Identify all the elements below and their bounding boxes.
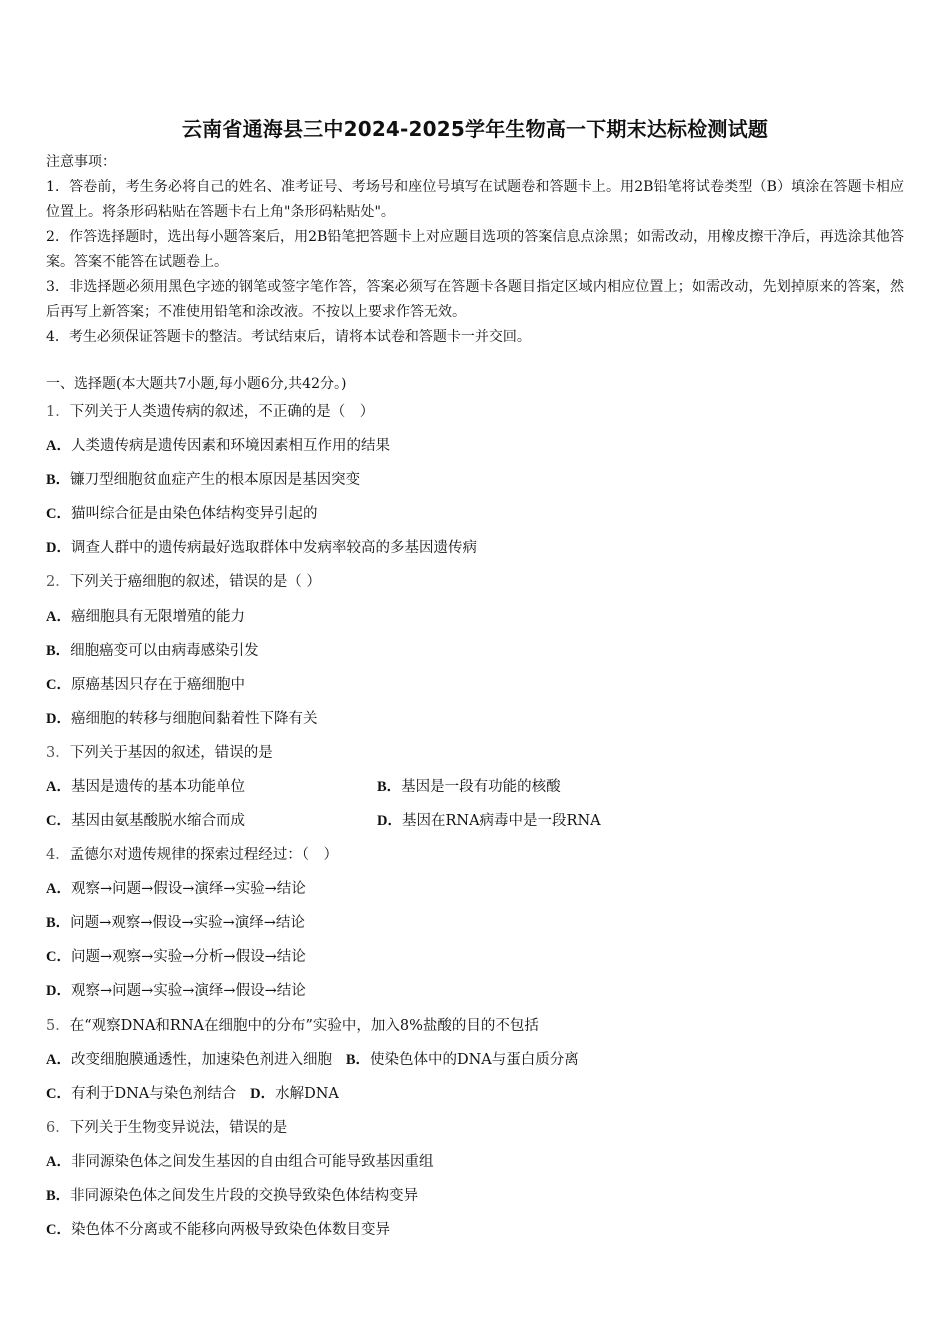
q2-option-a bbox=[46, 605, 245, 626]
option-text: 观察→问题→实验→演绎→假设→结论 bbox=[70, 983, 306, 999]
note-item: 4．考生必须保证答题卡的整洁。考试结束后，请将本试卷和答题卡一并交回。 bbox=[46, 329, 531, 345]
q1-option-d bbox=[46, 536, 477, 557]
option-text: 问题→观察→实验→分析→假设→结论 bbox=[70, 949, 306, 965]
option-label: A． bbox=[46, 779, 71, 795]
question-number: 4． bbox=[46, 847, 70, 863]
question-text: 下列关于基因的叙述，错误的是 bbox=[69, 745, 273, 761]
option-text: 人类遗传病是遗传因素和环境因素相互作用的结果 bbox=[70, 438, 390, 454]
q1-option-a bbox=[46, 434, 390, 455]
option-label: C． bbox=[46, 1086, 71, 1102]
option-text: 基因在RNA病毒中是一段RNA bbox=[401, 813, 601, 829]
option-label: C． bbox=[46, 949, 71, 965]
option-text: 基因是一段有功能的核酸 bbox=[401, 779, 561, 795]
option-text: 癌细胞的转移与细胞间黏着性下降有关 bbox=[70, 711, 318, 727]
option-label: A． bbox=[46, 438, 71, 454]
question-1 bbox=[46, 400, 374, 421]
option-text: 基因由氨基酸脱水缩合而成 bbox=[70, 813, 245, 829]
option-text: 癌细胞具有无限增殖的能力 bbox=[70, 609, 245, 625]
question-text: 下列关于生物变异说法，错误的是 bbox=[69, 1120, 288, 1136]
option-label: B． bbox=[46, 1188, 71, 1204]
note-item: 1．答卷前，考生务必将自己的姓名、准考证号、考场号和座位号填写在试题卷和答题卡上。用2B铅笔将试卷类型（B）填涂在答题卡相应位置上。将条形码粘贴在答题卡右上角"条形码粘贴处"。 bbox=[46, 179, 904, 220]
question-5 bbox=[46, 1014, 539, 1035]
q3-option-b bbox=[377, 775, 561, 796]
option-text: 染色体不分离或不能移向两极导致染色体数目变异 bbox=[70, 1222, 390, 1238]
option-text: 水解DNA bbox=[275, 1086, 339, 1102]
option-text: 改变细胞膜通透性，加速染色剂进入细胞 bbox=[70, 1052, 332, 1068]
option-label: C． bbox=[46, 813, 71, 829]
q4-option-b bbox=[46, 911, 305, 932]
q2-option-d bbox=[46, 707, 317, 728]
option-label: D． bbox=[377, 813, 402, 829]
question-number: 2． bbox=[46, 574, 70, 590]
option-text: 非同源染色体之间发生基因的自由组合可能导致基因重组 bbox=[70, 1154, 434, 1170]
option-label: C． bbox=[46, 677, 71, 693]
option-label: D． bbox=[46, 540, 71, 556]
q3-option-d bbox=[377, 809, 601, 830]
question-3 bbox=[46, 741, 273, 762]
question-number: 5． bbox=[46, 1018, 70, 1034]
q1-option-c bbox=[46, 502, 317, 523]
q5-options-row-2 bbox=[46, 1082, 339, 1103]
option-text: 使染色体中的DNA与蛋白质分离 bbox=[369, 1052, 579, 1068]
section-heading: 一、选择题(本大题共7小题,每小题6分,共42分。) bbox=[46, 376, 347, 392]
option-label: A． bbox=[46, 1154, 71, 1170]
option-text: 猫叫综合征是由染色体结构变异引起的 bbox=[70, 506, 318, 522]
q6-option-a bbox=[46, 1150, 433, 1171]
option-label: B． bbox=[345, 1052, 370, 1068]
question-4 bbox=[46, 843, 338, 864]
question-text: 下列关于人类遗传病的叙述，不正确的是（ ） bbox=[69, 404, 375, 420]
notes-heading: 注意事项： bbox=[46, 154, 116, 170]
q1-option-b bbox=[46, 468, 360, 489]
question-6 bbox=[46, 1116, 287, 1137]
option-label: D． bbox=[46, 983, 71, 999]
option-label: A． bbox=[46, 1052, 71, 1068]
option-label: B． bbox=[46, 472, 71, 488]
q3-option-c bbox=[46, 809, 245, 830]
option-text: 原癌基因只存在于癌细胞中 bbox=[70, 677, 245, 693]
option-text: 有利于DNA与染色剂结合 bbox=[70, 1086, 237, 1102]
option-label: B． bbox=[46, 643, 71, 659]
option-text: 问题→观察→假设→实验→演绎→结论 bbox=[70, 915, 305, 931]
option-text: 调查人群中的遗传病最好选取群体中发病率较高的多基因遗传病 bbox=[70, 540, 477, 556]
note-item: 3．非选择题必须用黑色字迹的钢笔或签字笔作答，答案必须写在答题卡各题目指定区域内相应位置上；如需改动，先划掉原来的答案，然后再写上新答案；不准使用铅笔和涂改液。不按以上要求作答无效。 bbox=[46, 279, 904, 320]
q6-option-b bbox=[46, 1184, 418, 1205]
q4-option-a bbox=[46, 877, 306, 898]
q3-options-row-1 bbox=[46, 775, 245, 796]
option-text: 细胞癌变可以由病毒感染引发 bbox=[70, 643, 259, 659]
option-label: B． bbox=[377, 779, 402, 795]
question-2 bbox=[46, 570, 321, 591]
option-label: C． bbox=[46, 1222, 71, 1238]
q2-option-b bbox=[46, 639, 259, 660]
option-label: C． bbox=[46, 506, 71, 522]
page-title: 云南省通海县三中2024-2025学年生物高一下期末达标检测试题 bbox=[181, 117, 769, 141]
q4-option-c bbox=[46, 945, 306, 966]
q2-option-c bbox=[46, 673, 245, 694]
option-text: 镰刀型细胞贫血症产生的根本原因是基因突变 bbox=[70, 472, 361, 488]
option-text: 基因是遗传的基本功能单位 bbox=[70, 779, 245, 795]
option-text: 非同源染色体之间发生片段的交换导致染色体结构变异 bbox=[70, 1188, 419, 1204]
option-label: A． bbox=[46, 881, 71, 897]
question-text: 下列关于癌细胞的叙述，错误的是（ ） bbox=[69, 574, 321, 590]
q6-option-c bbox=[46, 1218, 390, 1239]
question-text: 在“观察DNA和RNA在细胞中的分布”实验中，加入8%盐酸的目的不包括 bbox=[69, 1018, 539, 1034]
question-number: 3． bbox=[46, 745, 70, 761]
option-label: A． bbox=[46, 609, 71, 625]
question-number: 1． bbox=[46, 404, 70, 420]
option-text: 观察→问题→假设→演绎→实验→结论 bbox=[70, 881, 306, 897]
question-number: 6． bbox=[46, 1120, 70, 1136]
q5-options-row-1 bbox=[46, 1048, 579, 1069]
note-item: 2．作答选择题时，选出每小题答案后，用2B铅笔把答题卡上对应题目选项的答案信息点涂黑；如需改动，用橡皮擦干净后，再选涂其他答案。答案不能答在试题卷上。 bbox=[46, 229, 904, 270]
option-label: D． bbox=[46, 711, 71, 727]
q4-option-d bbox=[46, 979, 306, 1000]
question-text: 孟德尔对遗传规律的探索过程经过：（ ） bbox=[69, 847, 338, 863]
option-label: B． bbox=[46, 915, 71, 931]
notes-block bbox=[46, 150, 904, 350]
option-label: D． bbox=[250, 1086, 276, 1102]
